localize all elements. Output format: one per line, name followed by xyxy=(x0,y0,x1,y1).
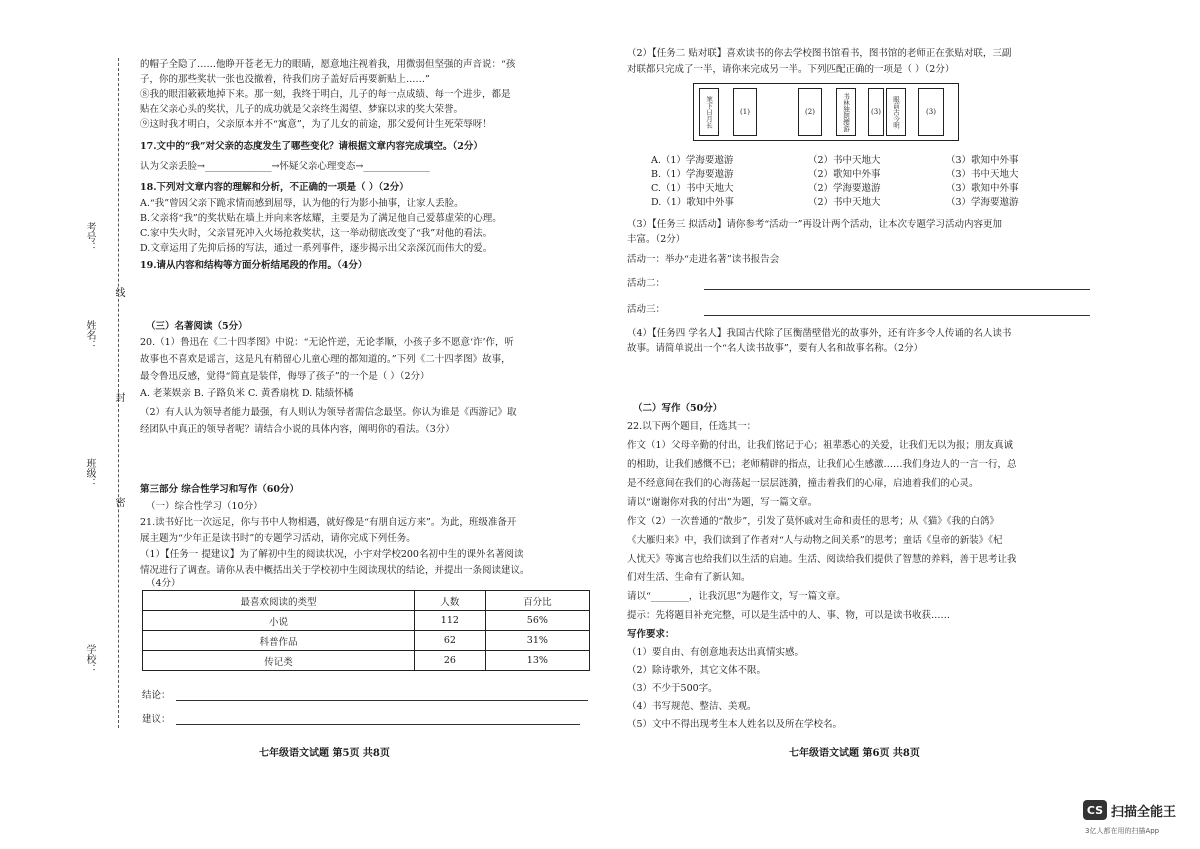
conclusion-label: 结论： xyxy=(142,690,171,701)
text-line: 情况进行了调查。请你从表中概括出关于学校初中生阅读现状的结论，并提出一条阅读建议。 xyxy=(140,565,530,576)
suggestion-label: 建议： xyxy=(142,714,171,725)
table-row xyxy=(143,611,590,631)
table-cell: 26 xyxy=(415,651,486,671)
question-17: 17.文中的“我”对父亲的态度发生了哪些变化？请根据文章内容完成填空。（2分） xyxy=(140,141,483,152)
table-header: 百分比 xyxy=(485,591,589,611)
requirements-heading: 写作要求： xyxy=(627,629,675,640)
text-line: （4分） xyxy=(146,578,181,589)
side-label-line: 线 xyxy=(113,287,124,297)
option-b: （3）书中天地大 xyxy=(946,169,1019,180)
text-line: 故事。请简单说出一个“名人读书故事”，要有人名和故事名称。（2分） xyxy=(627,343,924,354)
text-line: 的相助，让我们感慨不已；老师精辟的指点，让我们心生感激……我们身边人的一言一行，总 xyxy=(627,459,1017,470)
couplet-panel: 眼前古今明 xyxy=(886,88,906,136)
question-22: 22.以下两个题目，任选其一： xyxy=(627,421,757,432)
text-line: 丰富。（2分） xyxy=(627,234,686,245)
couplet-panel: (3) xyxy=(868,88,884,136)
cs-badge-icon: CS xyxy=(1083,800,1107,820)
table-cell: 112 xyxy=(415,611,486,631)
app-name: 扫描全能王 xyxy=(1111,804,1177,820)
page-footer: 七年级语文试题 第6页 共8页 xyxy=(789,748,920,759)
requirement-item: （4）书写规范、整洁、美观。 xyxy=(627,701,757,712)
text-line: 请以“谢谢你对我的付出”为题，写一篇文章。 xyxy=(627,497,818,508)
option-b: （2）歌知中外事 xyxy=(808,169,881,180)
text-line: 人忧天》等寓言也给我们以生活的启迪。生活、阅读给我们提供了智慧的养料，善于思考让我 xyxy=(627,554,1017,565)
option-a: A.（1）学海要遨游 xyxy=(651,155,734,166)
option-a: （2）书中天地大 xyxy=(808,155,881,166)
question-17-fill: 认为父亲丢脸→______________→怀疑父亲心理变态→______________ xyxy=(140,161,430,172)
side-label-school: 学校： xyxy=(84,644,95,674)
activity-three-answer-line[interactable] xyxy=(704,315,1090,316)
essay-two: 作文（2）一次普通的“散步”，引发了莫怀戚对生命和责任的思考；从《猫》《我的白鸽》 xyxy=(627,516,1000,527)
text-line: ⑨这时我才明白，父亲原本并不“寓意”，为了儿女的前途，那父爱何计生死荣辱呀！ xyxy=(140,119,492,130)
task-one: （1）【任务一 提建议】为了解初中生的阅读状况，小宇对学校200名初中生的课外名著阅读 xyxy=(140,549,524,560)
table-cell: 56% xyxy=(485,611,589,631)
table-cell: 小说 xyxy=(143,611,415,631)
table-row xyxy=(143,631,590,651)
requirement-item: （2）除诗歌外，其它文体不限。 xyxy=(627,665,767,676)
text-line: 《大雁归来》中，我们读到了作者对“人与动物之间关系”的思考；童话《皇帝的新装》《杞 xyxy=(627,535,1003,546)
text-line: 的帽子全隐了……他睁开苍老无力的眼睛，愿意地注视着我，用微弱但坚强的声音说：“孩 xyxy=(140,59,516,70)
requirement-item: （3）不少于500字。 xyxy=(627,683,718,694)
activity-two-label: 活动二： xyxy=(627,278,666,289)
option-d: D.（1）歌知中外事 xyxy=(651,197,734,208)
suggestion-answer-line[interactable] xyxy=(176,724,580,725)
conclusion-answer-line[interactable] xyxy=(176,700,588,701)
couplet-panel: (2) xyxy=(798,88,822,136)
text-line: ⑧我的眼泪簌簌地掉下来。那一刻，我终于明白，儿子的每一点成绩、每一个进步，都是 xyxy=(140,89,511,100)
text-line: 们对生活、生命有了新认知。 xyxy=(627,572,751,583)
table-cell: 62 xyxy=(415,631,486,651)
table-cell: 传记类 xyxy=(143,651,415,671)
page-footer: 七年级语文试题 第5页 共8页 xyxy=(259,748,390,759)
text-line: 故事也不喜欢是谣言，这是凡有稍留心儿童心理的都知道的。”下列《二十四孝图》故事， xyxy=(140,354,511,365)
text-line: 最令鲁迅反感，觉得“简直是装佯，侮辱了孩子”的一个是（ ）（2分） xyxy=(140,371,430,382)
table-cell: 科普作品 xyxy=(143,631,415,651)
table-row xyxy=(143,651,590,671)
side-label-exam-number: 考号： xyxy=(84,222,95,252)
task-three: （3）【任务三 拟活动】请你参考“活动一”再设计两个活动，让本次专题学习活动内容更加 xyxy=(627,219,1003,230)
requirement-item: （1）要自由、有创意地表达出真情实感。 xyxy=(627,647,805,658)
text-line: 贴在父亲心头的奖状，儿子的成功就是父亲终生渴望、梦寐以求的奖大荣誉。 xyxy=(140,104,464,115)
text-line: 请以“________，让我沉思”为题作文，写一篇文章。 xyxy=(627,591,846,602)
reading-table xyxy=(142,590,590,671)
option-b: B.（1）学海要遨游 xyxy=(651,169,734,180)
table-cell: 31% xyxy=(485,631,589,651)
text-line: 子，你的那些奖状一张也没撤着，待我们房子盖好后再要新贴上……” xyxy=(140,74,430,85)
couplet-panel: 书林独朗缨游 xyxy=(836,88,856,136)
table-header: 最喜欢阅读的类型 xyxy=(143,591,415,611)
section-heading: （三）名著阅读（5分） xyxy=(146,321,248,332)
couplet-panel: 笔下日月长 xyxy=(699,88,719,136)
option-d: （2）书中天地大 xyxy=(808,197,881,208)
text-line: 是不经意间在我们的心海荡起一层层涟漪，撞击着我们的心扉，启迪着我们的心灵。 xyxy=(627,478,979,489)
option-c: C.（1）书中天地大 xyxy=(651,183,734,194)
text-line: 提示：先将题目补充完整，可以是生活中的人、事、物，可以是读书收获…… xyxy=(627,610,951,621)
question-18: 18.下列对文章内容的理解和分析，不正确的一项是（ ）（2分） xyxy=(140,182,409,193)
option-c: （2）学海要遨游 xyxy=(808,183,881,194)
part-three-heading: 第三部分 综合性学习和写作（60分） xyxy=(140,484,300,495)
option-c: C.家中失火时，父亲冒死冲入火场抢救奖状，这一举动彻底改变了“我”对他的看法。 xyxy=(140,228,493,239)
option-c: （3）歌知中外事 xyxy=(946,183,1019,194)
table-cell: 13% xyxy=(485,651,589,671)
side-label-seal: 封 xyxy=(113,392,124,402)
writing-heading: （二）写作（50分） xyxy=(633,403,723,414)
question-20: 20.（1）鲁迅在《二十四孝图》中说：“无论忤逆，无论孝顺，小孩子多不愿意‘诈’作，听 xyxy=(140,337,515,348)
question-20-2: （2）有人认为领导者能力最强，有人则认为领导者需信念最坚。你认为谁是《西游记》取 xyxy=(140,407,517,418)
couplet-panel: (1) xyxy=(733,88,757,136)
side-label-class: 班级： xyxy=(84,458,95,488)
option-d: （3）学海要遨游 xyxy=(946,197,1019,208)
table-header: 人数 xyxy=(415,591,486,611)
text-line: 经团队中真正的领导者呢？请结合小说的具体内容，阐明你的看法。（3分） xyxy=(140,424,455,435)
activity-two-answer-line[interactable] xyxy=(704,289,1090,290)
option-b: B.父亲将“我”的奖状贴在墙上并向来客炫耀，主要是为了满足他自己爱慕虚荣的心理。 xyxy=(140,213,502,224)
activity-one: 活动一：举办“走进名著”读书报告会 xyxy=(627,254,780,265)
app-tagline: 3亿人都在用的扫描App xyxy=(1085,827,1160,835)
activity-three-label: 活动三： xyxy=(627,304,666,315)
camscanner-logo xyxy=(1083,800,1176,820)
option-d: D.文章运用了先抑后扬的写法，通过一系列事件，逐步揭示出父亲深沉而伟大的爱。 xyxy=(140,243,493,254)
option-a: A.“我”曾因父亲下跪求情而感到屈辱，认为他的行为影小抽事，让家人丢脸。 xyxy=(140,198,464,209)
question-20-options: A. 老莱娱亲 B. 子路负米 C. 黄香扇枕 D. 陆绩怀橘 xyxy=(140,388,354,399)
task-two: （2）【任务二 贴对联】喜欢读书的你去学校图书馆看书，图书馆的老师正在张贴对联，三副 xyxy=(627,48,1012,59)
table-header-row xyxy=(143,591,590,611)
side-label-secret: 密 xyxy=(113,497,124,507)
couplet-panel: (3) xyxy=(918,88,944,136)
text-line: 展主题为“少年正是读书时”的专题学习活动，请你完成下列任务。 xyxy=(140,533,416,544)
task-four: （4）【任务四 学名人】我国古代除了匡衡凿壁借光的故事外，还有许多令人传诵的名人读书 xyxy=(627,328,1012,339)
option-a: （3）歌知中外事 xyxy=(946,155,1019,166)
essay-one: 作文（1）父母辛勤的付出，让我们铭记于心；祖辈悉心的关爱，让我们无以为报；朋友真诚 xyxy=(627,440,1014,451)
text-line: 对联都只完成了一半，请你来完成另一半。下列匹配正确的一项是（ ）（2分） xyxy=(627,64,955,75)
requirement-item: （5）文中不得出现考生本人姓名以及所在学校名。 xyxy=(627,719,843,730)
question-19: 19.请从内容和结构等方面分析结尾段的作用。（4分） xyxy=(140,260,368,271)
question-21: 21.读书好比一次远足，你与书中人物相遇，就好像是“有朋自远方来”。为此，班级准备开 xyxy=(140,517,517,528)
side-label-name: 姓名： xyxy=(84,320,95,350)
section-heading: （一）综合性学习（10分） xyxy=(146,501,263,512)
